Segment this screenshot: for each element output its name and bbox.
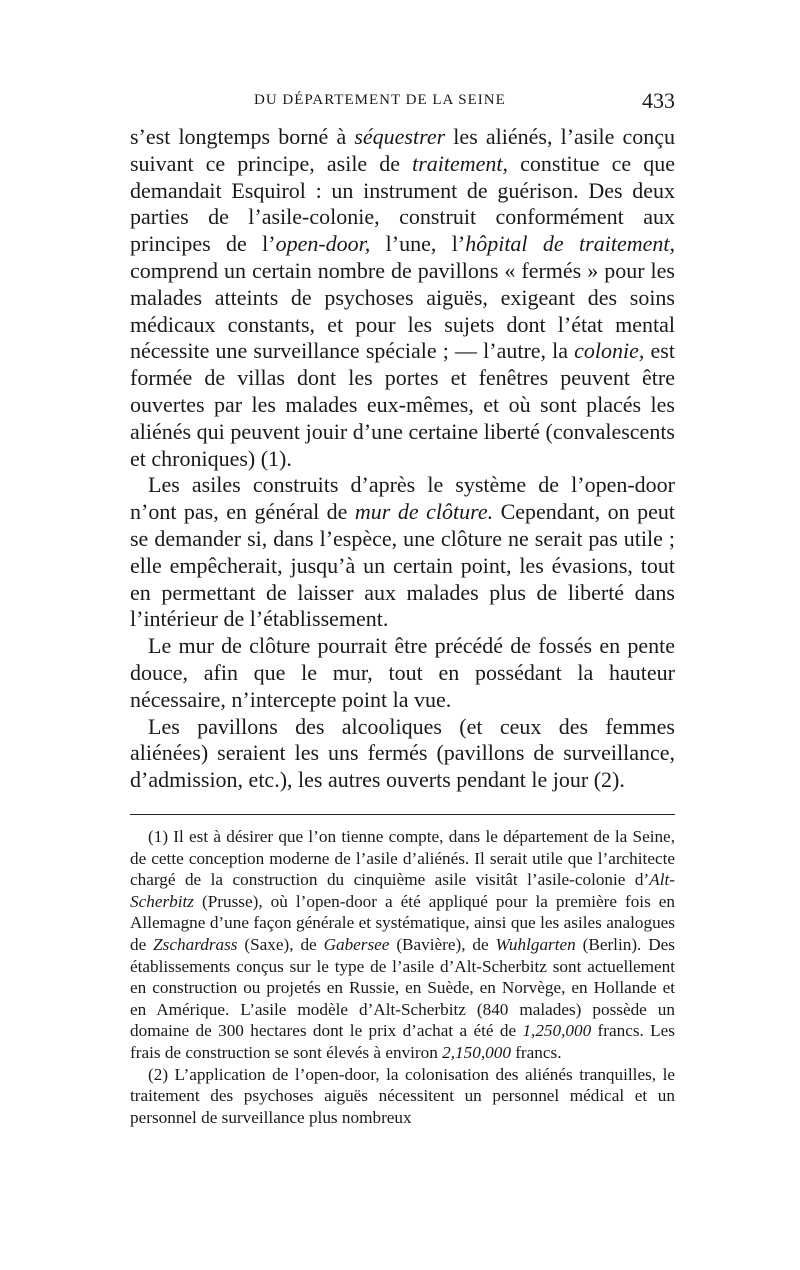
- text-run: (Prusse), où l’open-door a été appliqué pour la première fois en Allemagne d’une façon générale et systématique, ainsi que les asiles analogues de: [130, 891, 675, 954]
- paragraph: Le mur de clôture pourrait être précédé de fossés en pente douce, afin que le mur, tout en possédant la hauteur nécessaire, n’intercepte point la vue.: [130, 633, 675, 712]
- text-run: Cependant, on peut se demander si, dans l’espèce, une clôture ne serait pas utile ; elle empêcherait, jusqu’à un certain point, les évasions, tout en permettant de laisser aux malades plus de liberté dans l’intérieur de l’établissement.: [130, 499, 675, 632]
- italic-run: 2,150,000: [442, 1042, 511, 1062]
- italic-run: Alt-Scherbitz: [130, 870, 675, 911]
- footnote: (2) L’application de l’open-door, la colonisation des aliénés tranquilles, le traitement des psychoses aiguës nécessitent un personnel médical et un personnel de surveillance plus nombreux: [130, 1064, 675, 1127]
- text-run: l’une, l’: [370, 231, 466, 257]
- italic-run: colonie,: [574, 338, 645, 364]
- italic-run: open-door,: [275, 231, 371, 257]
- paragraph: [130, 124, 675, 472]
- main-text: [130, 124, 675, 794]
- text-run: (1) Il est à désirer que l’on tienne compte, dans le département de la Seine, de cette conception moderne de l’asile d’aliénés. Il serait utile que l’architecte chargé de la construction du cinquième asile visitât l’asile-colonie d’: [130, 827, 675, 890]
- text-run: Les asiles construits d’après le système de l’open-door n’ont pas, en général de: [130, 472, 675, 525]
- text-run: constitue ce que demandait Esquirol : un instrument de guérison. Des deux parties de l’asile-colonie, construit conformément aux principes de l’: [130, 150, 675, 257]
- text-run: s’est longtemps borné à: [130, 124, 355, 149]
- italic-run: hôpital de traitement,: [465, 231, 675, 257]
- italic-run: traitement,: [412, 150, 509, 176]
- italic-run: 1,250,000: [522, 1021, 592, 1041]
- text-run: (Saxe), de: [237, 934, 324, 954]
- italic-run: séquestrer: [354, 124, 446, 149]
- page-number: 433: [642, 88, 675, 113]
- text-run: francs. Les frais de construction se sont élevés à environ: [130, 1021, 675, 1062]
- running-head: DU DÉPARTEMENT DE LA SEINE: [254, 92, 506, 108]
- italic-run: Zschardrass: [153, 934, 238, 954]
- text-run: (Berlin). Des établissements conçus sur le type de l’asile d’Alt-Scherbitz sont actuellement en construction ou projetés en Russie, en Suède, en Norvège, en Hollande et en Amérique. L’asile modèle d’Alt-Scherbitz (840 malades) possède un domaine de 300 hectares dont le prix d’achat a été de: [130, 934, 675, 1041]
- italic-run: mur de clôture.: [354, 499, 494, 525]
- text-run: les aliénés, l’asile conçu suivant ce principe, asile de: [130, 124, 675, 176]
- footnotes: [130, 826, 675, 1128]
- footnote-rule: [130, 814, 675, 815]
- paragraph: [130, 472, 675, 633]
- footnote: [130, 826, 675, 1064]
- text-run: francs.: [510, 1042, 562, 1062]
- italic-run: Wuhlgarten: [495, 934, 576, 954]
- page-header: [130, 88, 675, 116]
- text-run: comprend un certain nombre de pavillons « fermés » pour les malades atteints de psychoses aiguës, exigeant des soins médicaux constants, et pour les sujets dont l’état mental nécessite une surveillance spéciale ; — l’autre, la: [130, 257, 675, 364]
- paragraph: Les pavillons des alcooliques (et ceux des femmes aliénées) seraient les uns fermés (pavillons de surveillance, d’admission, etc.), les autres ouverts pendant le jour (2).: [130, 713, 675, 793]
- italic-run: Gabersee: [323, 934, 390, 954]
- text-run: (Bavière), de: [389, 934, 496, 954]
- text-run: est formée de villas dont les portes et fenêtres peuvent être ouvertes par les malades eux-mêmes, et où sont placés les aliénés qui peuvent jouir d’une certaine liberté (convalescents et chroniques) (1).: [130, 338, 675, 471]
